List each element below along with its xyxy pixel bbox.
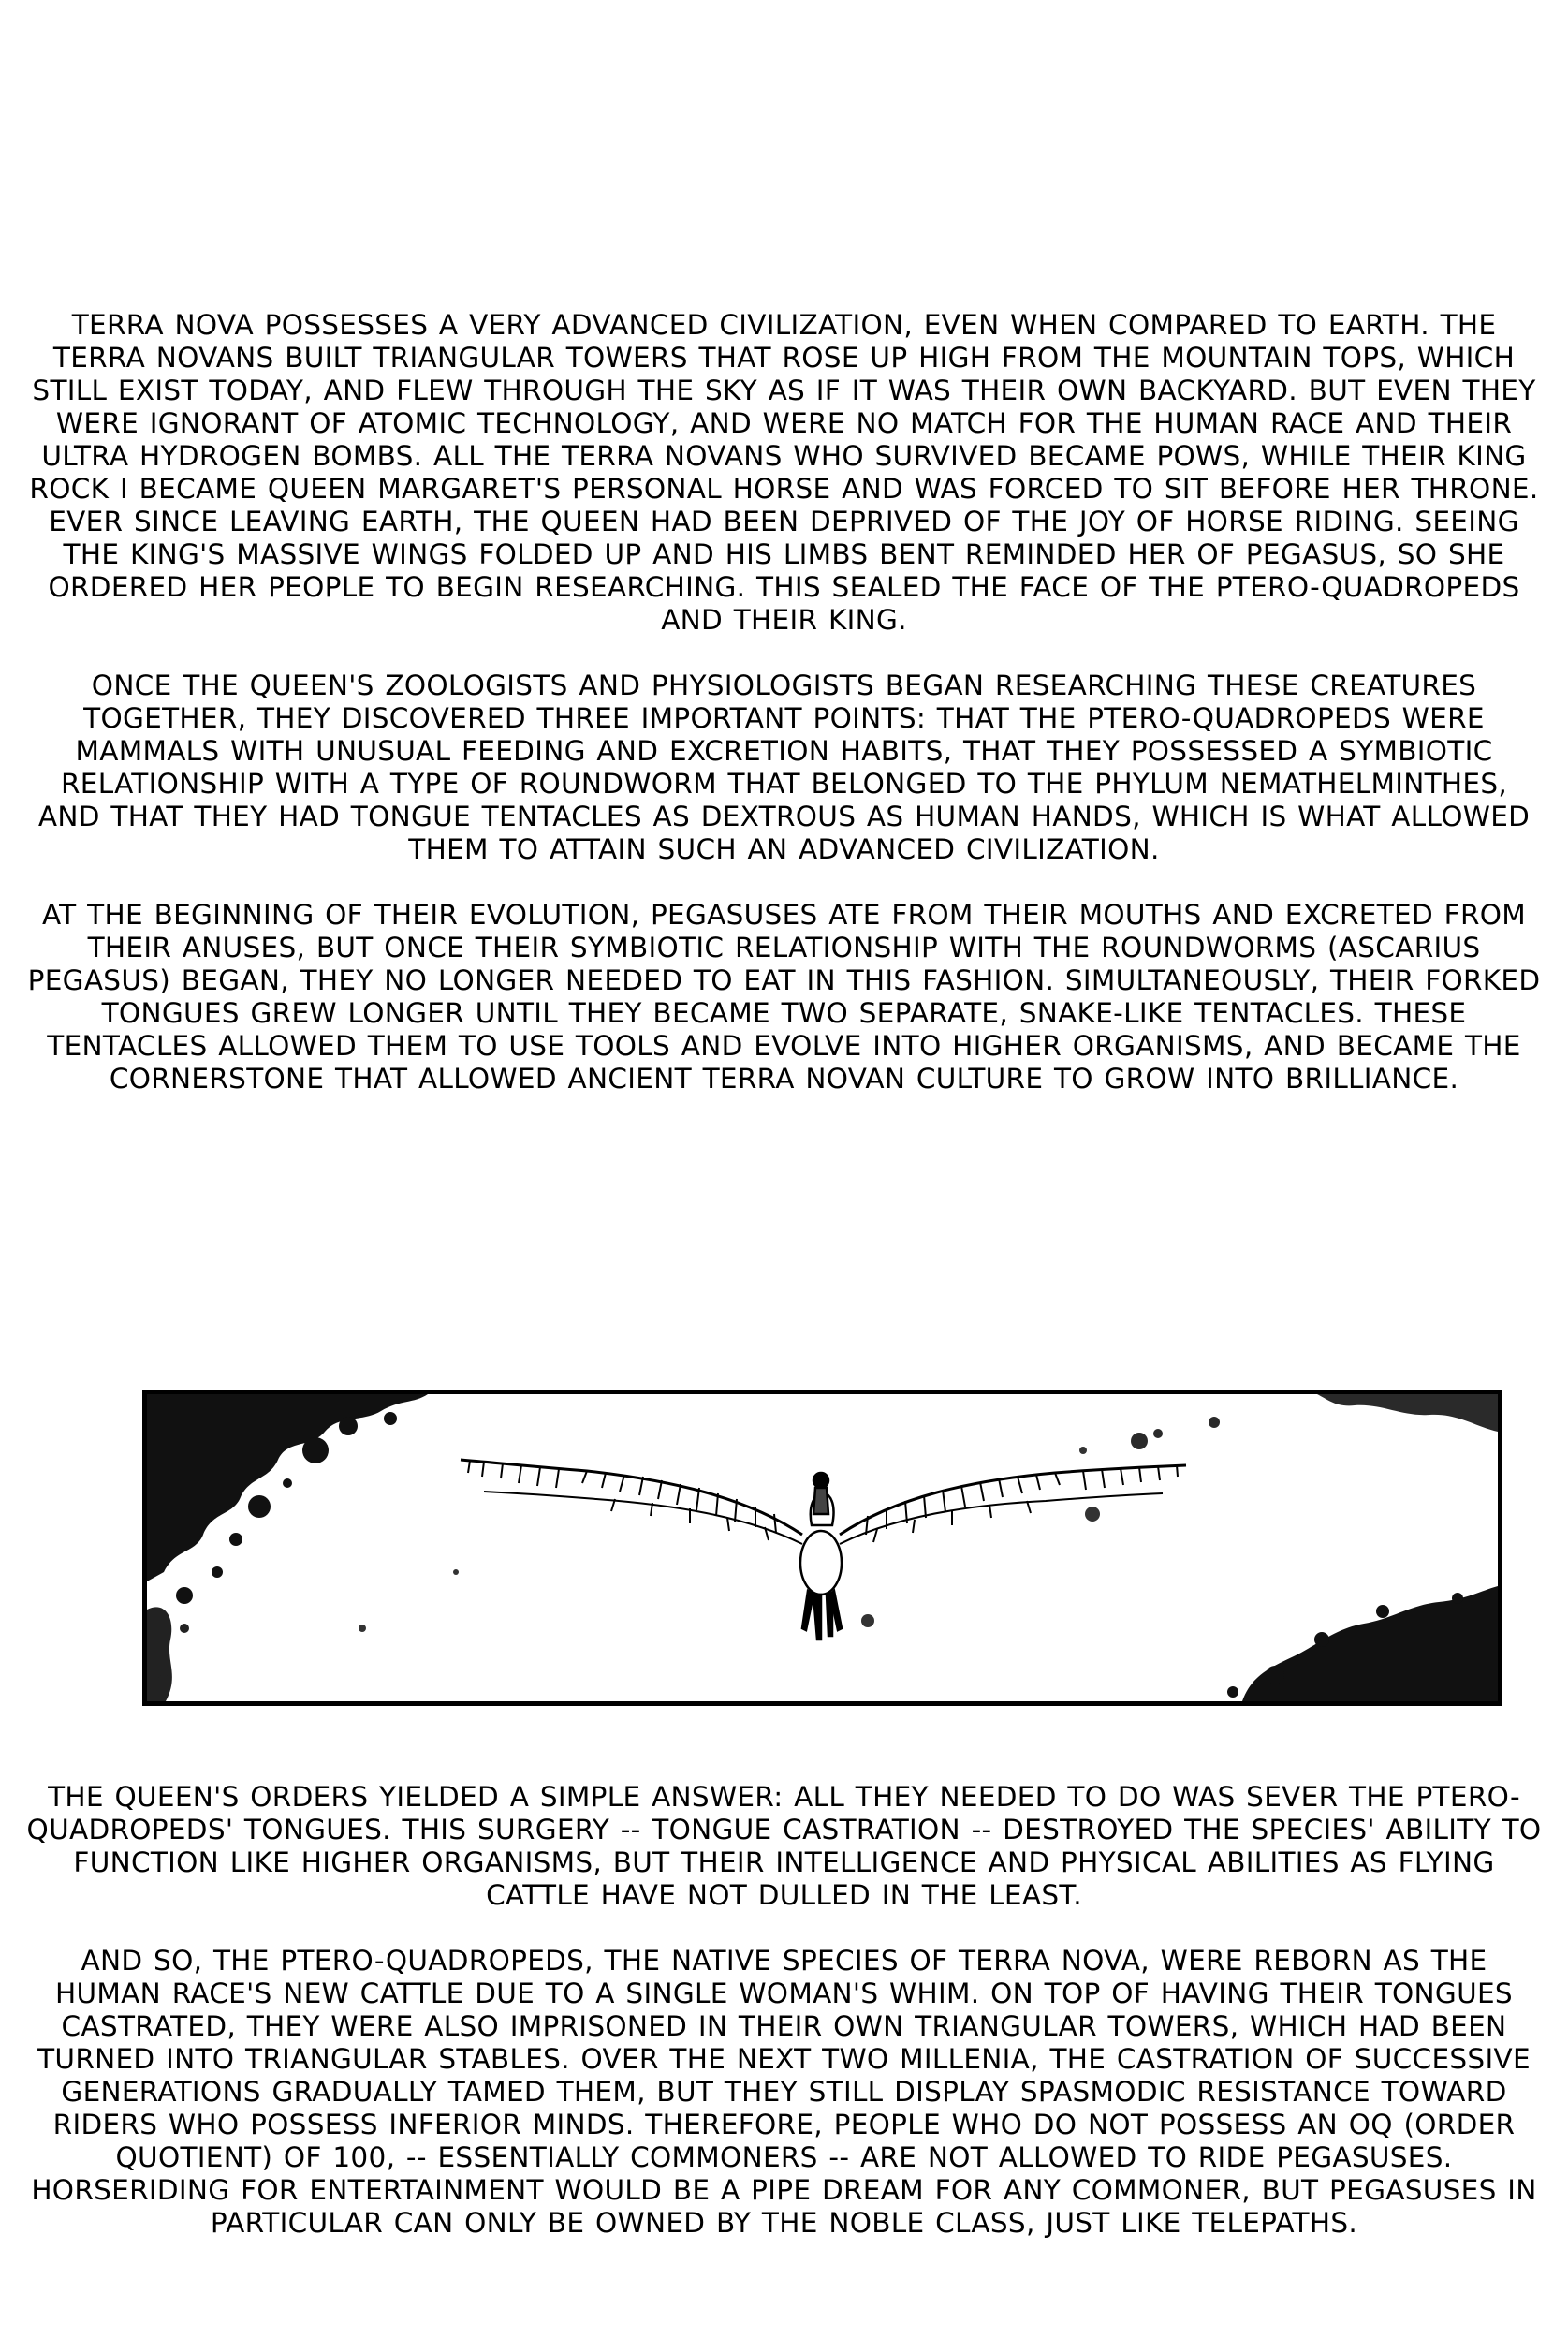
ink-cloud-left-edge [147,1607,189,1701]
pegasus-flight-panel [142,1390,1502,1706]
paragraph-pegasus-evolution: AT THE BEGINNING OF THEIR EVOLUTION, PEGASUSES ATE FROM THEIR MOUTHS AND EXCRETED FROM THEIR ANUSES, BUT ONCE THEIR SYMBIOTIC RELATIONSHIP WITH THE ROUNDWORMS (ASCARIUS PEGASUS) BEGAN, THEY NO LONGER NEEDED TO EAT IN THIS FASHION. SIMULTANEOUSLY, THEIR FORKED TONGUES GREW LONGER UNTIL THEY BECAME TWO SEPARATE, SNAKE-LIKE TENTACLES. THESE TENTACLES ALLOWED THEM TO USE TOOLS AND EVOLVE INTO HIGHER ORGANISMS, AND BECAME THE CORNERSTONE THAT ALLOWED ANCIENT TERRA NOVAN CULTURE TO GROW INTO BRILLIANCE. [27,899,1541,1095]
ink-specks [359,1447,1100,1632]
right-wing [840,1465,1186,1544]
left-wing [461,1460,802,1544]
horse-and-rider [800,1473,842,1640]
paragraph-tongue-castration: THE QUEEN'S ORDERS YIELDED A SIMPLE ANSWER: ALL THEY NEEDED TO DO WAS SEVER THE PTERO-QUADROPEDS' TONGUES. THIS SURGERY -- TONGUE CASTRATION -- DESTROYED THE SPECIES' ABILITY TO FUNCTION LIKE HIGHER ORGANISMS, BUT THEIR INTELLIGENCE AND PHYSICAL ABILITIES AS FLYING CATTLE HAVE NOT DULLED IN THE LEAST. [26,1781,1542,1911]
ink-cloud-top-right [1131,1394,1498,1449]
paragraph-reborn-as-cattle: AND SO, THE PTERO-QUADROPEDS, THE NATIVE SPECIES OF TERRA NOVA, WERE REBORN AS THE HUMAN RACE'S NEW CATTLE DUE TO A SINGLE WOMAN'S WHIM. ON TOP OF HAVING THEIR TONGUES CASTRATED, THEY WERE ALSO IMPRISONED IN THEIR OWN TRIANGULAR TOWERS, WHICH HAD BEEN TURNED INTO TRIANGULAR STABLES. OVER THE NEXT TWO MILLENIA, THE CASTRATION OF SUCCESSIVE GENERATIONS GRADUALLY TAMED THEM, BUT THEY STILL DISPLAY SPASMODIC RESISTANCE TOWARD RIDERS WHO POSSESS INFERIOR MINDS. THEREFORE, PEOPLE WHO DO NOT POSSESS AN OQ (ORDER QUOTIENT) OF 100, -- ESSENTIALLY COMMONERS -- ARE NOT ALLOWED TO RIDE PEGASUSES. HORSERIDING FOR ENTERTAINMENT WOULD BE A PIPE DREAM FOR ANY COMMONER, BUT PEGASUSES IN PARTICULAR CAN ONLY BE OWNED BY THE NOBLE CLASS, JUST LIKE TELEPATHS. [31,1945,1537,2239]
paragraph-terra-nova-civilization: TERRA NOVA POSSESSES A VERY ADVANCED CIVILIZATION, EVEN WHEN COMPARED TO EARTH. THE TERRA NOVANS BUILT TRIANGULAR TOWERS THAT ROSE UP HIGH FROM THE MOUNTAIN TOPS, WHICH STILL EXIST TODAY, AND FLEW THROUGH THE SKY AS IF IT WAS THEIR OWN BACKYARD. BUT EVEN THEY WERE IGNORANT OF ATOMIC TECHNOLOGY, AND WERE NO MATCH FOR THE HUMAN RACE AND THEIR ULTRA HYDROGEN BOMBS. ALL THE TERRA NOVANS WHO SURVIVED BECAME POWS, WHILE THEIR KING ROCK I BECAME QUEEN MARGARET'S PERSONAL HORSE AND WAS FORCED TO SIT BEFORE HER THRONE. EVER SINCE LEAVING EARTH, THE QUEEN HAD BEEN DEPRIVED OF THE JOY OF HORSE RIDING. SEEING THE KING'S MASSIVE WINGS FOLDED UP AND HIS LIMBS BENT REMINDED HER OF PEGASUS, SO SHE ORDERED HER PEOPLE TO BEGIN RESEARCHING. THIS SEALED THE FACE OF THE PTERO-QUADROPEDS AND THEIR KING. [29,309,1539,636]
top-text-block [26,309,1542,1128]
bottom-text-block [26,1781,1542,2272]
paragraph-zoologists-research: ONCE THE QUEEN'S ZOOLOGISTS AND PHYSIOLOGISTS BEGAN RESEARCHING THESE CREATURES TOGETHER, THEY DISCOVERED THREE IMPORTANT POINTS: THAT THE PTERO-QUADROPEDS WERE MAMMALS WITH UNUSUAL FEEDING AND EXCRETION HABITS, THAT THEY POSSESSED A SYMBIOTIC RELATIONSHIP WITH A TYPE OF ROUNDWORM THAT BELONGED TO THE PHYLUM NEMATHELMINTHES, AND THAT THEY HAD TONGUE TENTACLES AS DEXTROUS AS HUMAN HANDS, WHICH IS WHAT ALLOWED THEM TO ATTAIN SUCH AN ADVANCED CIVILIZATION. [37,669,1531,865]
winged-horse-with-rider-illustration [147,1394,1498,1701]
ink-cloud-bottom-right [1227,1586,1498,1701]
ink-cloud-top-left [147,1394,428,1604]
